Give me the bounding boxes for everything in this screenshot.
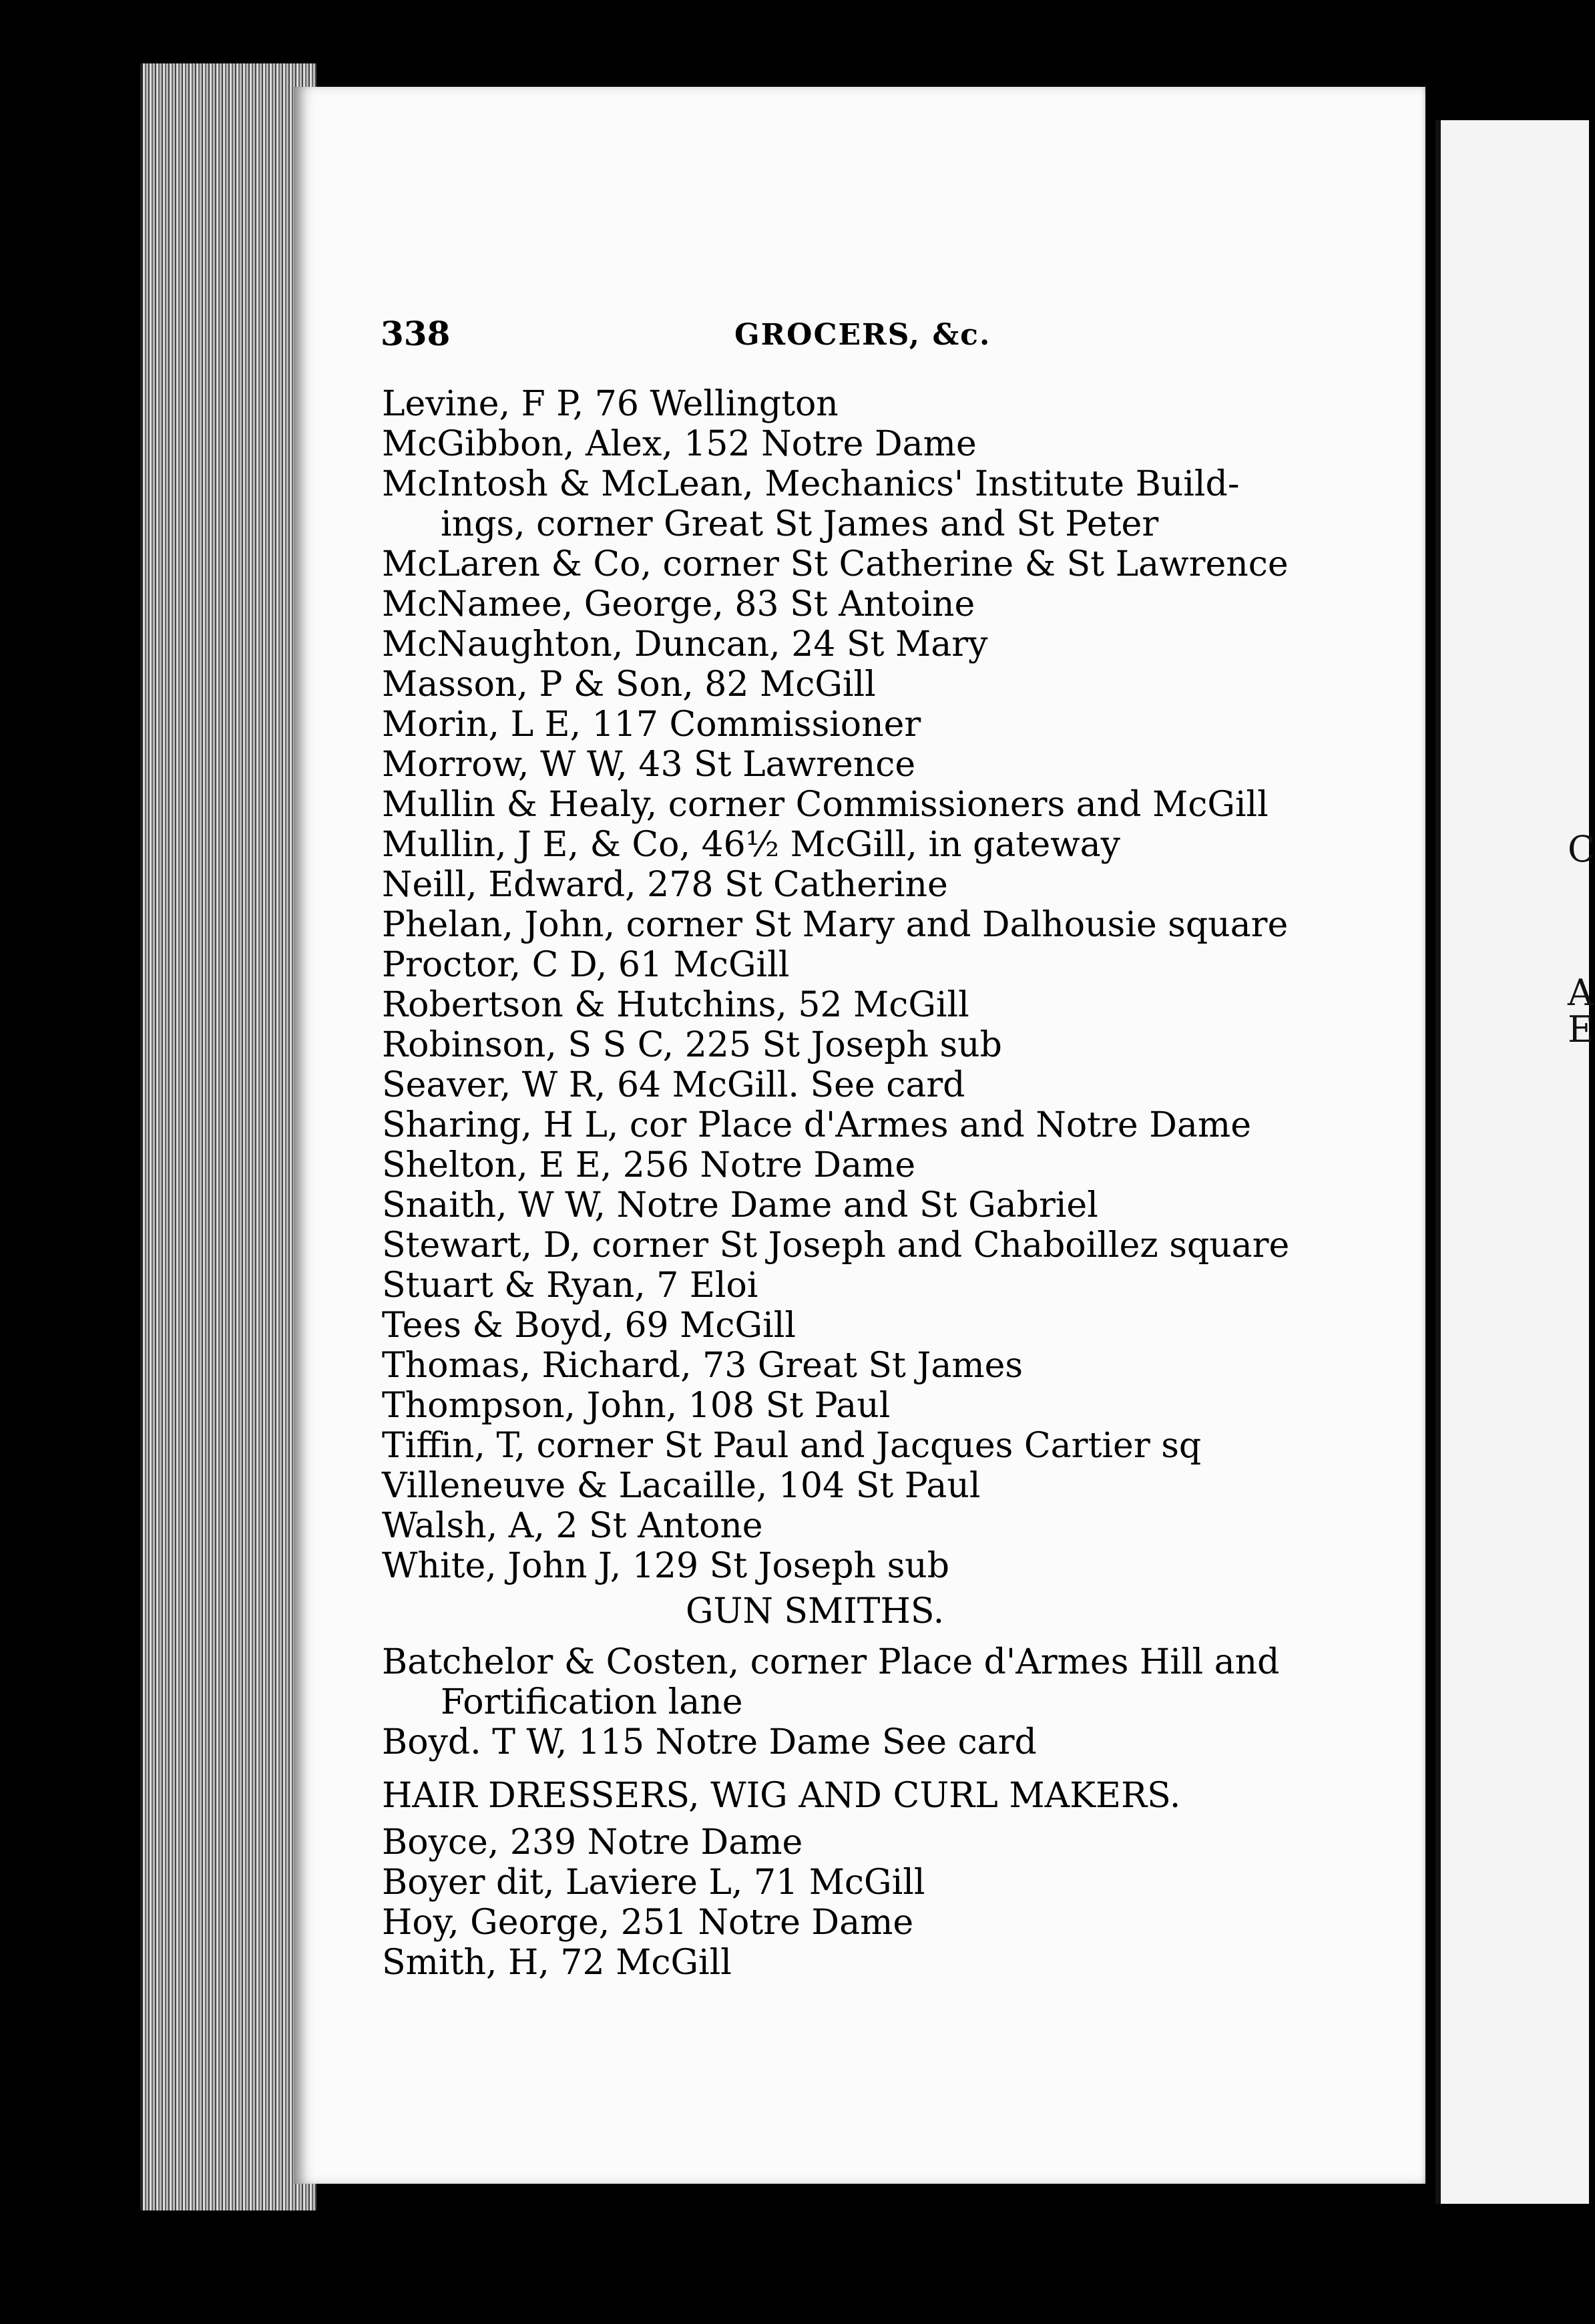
- directory-entry: Shelton, E E, 256 Notre Dame: [382, 1145, 916, 1185]
- page-number: 338: [381, 314, 451, 353]
- directory-entry: Mullin & Healy, corner Commissioners and McGill: [382, 785, 1269, 825]
- directory-entry: Seaver, W R, 64 McGill. See card: [382, 1065, 965, 1105]
- directory-entry: Walsh, A, 2 St Antone: [382, 1506, 763, 1546]
- facing-page-letter: E: [1568, 1008, 1594, 1050]
- directory-entry: Phelan, John, corner St Mary and Dalhousie square: [382, 905, 1289, 945]
- gun-smiths-section: [382, 1642, 1383, 1762]
- book-page-edges: [140, 63, 316, 2210]
- directory-entry: Morin, L E, 117 Commissioner: [382, 705, 921, 745]
- facing-page-letter: C: [1568, 828, 1595, 870]
- directory-entry: McNaughton, Duncan, 24 St Mary: [382, 624, 988, 664]
- directory-entry-continuation: ings, corner Great St James and St Peter: [441, 504, 1159, 544]
- directory-entry: Morrow, W W, 43 St Lawrence: [382, 745, 916, 785]
- directory-entry: Robertson & Hutchins, 52 McGill: [382, 985, 969, 1025]
- facing-page-letter: A: [1568, 972, 1594, 1014]
- section-heading-gun-smiths: GUN SMITHS.: [686, 1591, 945, 1631]
- directory-entry: Boyd. T W, 115 Notre Dame See card: [382, 1722, 1037, 1762]
- directory-entry: Levine, F P, 76 Wellington: [382, 384, 839, 424]
- directory-entry: Villeneuve & Lacaille, 104 St Paul: [382, 1466, 981, 1506]
- directory-entry-continuation: Fortification lane: [441, 1682, 743, 1722]
- page-header: [381, 314, 1269, 361]
- directory-entry: Tees & Boyd, 69 McGill: [382, 1306, 796, 1346]
- directory-entry: McIntosh & McLean, Mechanics' Institute Build-: [382, 464, 1240, 504]
- directory-entry: Smith, H, 72 McGill: [382, 1943, 732, 1983]
- grocers-section: [382, 384, 1383, 1586]
- directory-entry: McNamee, George, 83 St Antoine: [382, 584, 975, 624]
- directory-entry: Stewart, D, corner St Joseph and Chaboillez square: [382, 1225, 1290, 1266]
- directory-listing: [382, 384, 1383, 1983]
- directory-entry: Batchelor & Costen, corner Place d'Armes Hill and: [382, 1642, 1280, 1682]
- directory-entry: Snaith, W W, Notre Dame and St Gabriel: [382, 1185, 1098, 1225]
- directory-entry: Robinson, S S C, 225 St Joseph sub: [382, 1025, 1002, 1065]
- directory-entry: McLaren & Co, corner St Catherine & St Lawrence: [382, 544, 1289, 584]
- directory-entry: Hoy, George, 251 Notre Dame: [382, 1903, 914, 1943]
- section-heading-hair-dressers: HAIR DRESSERS, WIG AND CURL MAKERS.: [382, 1776, 1181, 1816]
- directory-entry: McGibbon, Alex, 152 Notre Dame: [382, 424, 977, 464]
- directory-entry: White, John J, 129 St Joseph sub: [382, 1546, 950, 1586]
- directory-entry: Sharing, H L, cor Place d'Armes and Notre Dame: [382, 1105, 1252, 1145]
- directory-entry: Stuart & Ryan, 7 Eloi: [382, 1266, 758, 1306]
- running-head: GROCERS, &c.: [734, 318, 991, 352]
- directory-entry: Proctor, C D, 61 McGill: [382, 945, 790, 985]
- directory-entry: Masson, P & Son, 82 McGill: [382, 664, 876, 705]
- directory-entry: Boyer dit, Laviere L, 71 McGill: [382, 1863, 925, 1903]
- directory-entry: Thompson, John, 108 St Paul: [382, 1386, 891, 1426]
- facing-page-edge: [1435, 120, 1595, 2204]
- directory-entry: Tiffin, T, corner St Paul and Jacques Cartier sq: [382, 1426, 1202, 1466]
- directory-entry: Neill, Edward, 278 St Catherine: [382, 865, 948, 905]
- hair-dressers-section: [382, 1822, 1383, 1983]
- directory-entry: Mullin, J E, & Co, 46½ McGill, in gateway: [382, 825, 1120, 865]
- directory-entry: Thomas, Richard, 73 Great St James: [382, 1346, 1023, 1386]
- directory-entry: Boyce, 239 Notre Dame: [382, 1822, 803, 1863]
